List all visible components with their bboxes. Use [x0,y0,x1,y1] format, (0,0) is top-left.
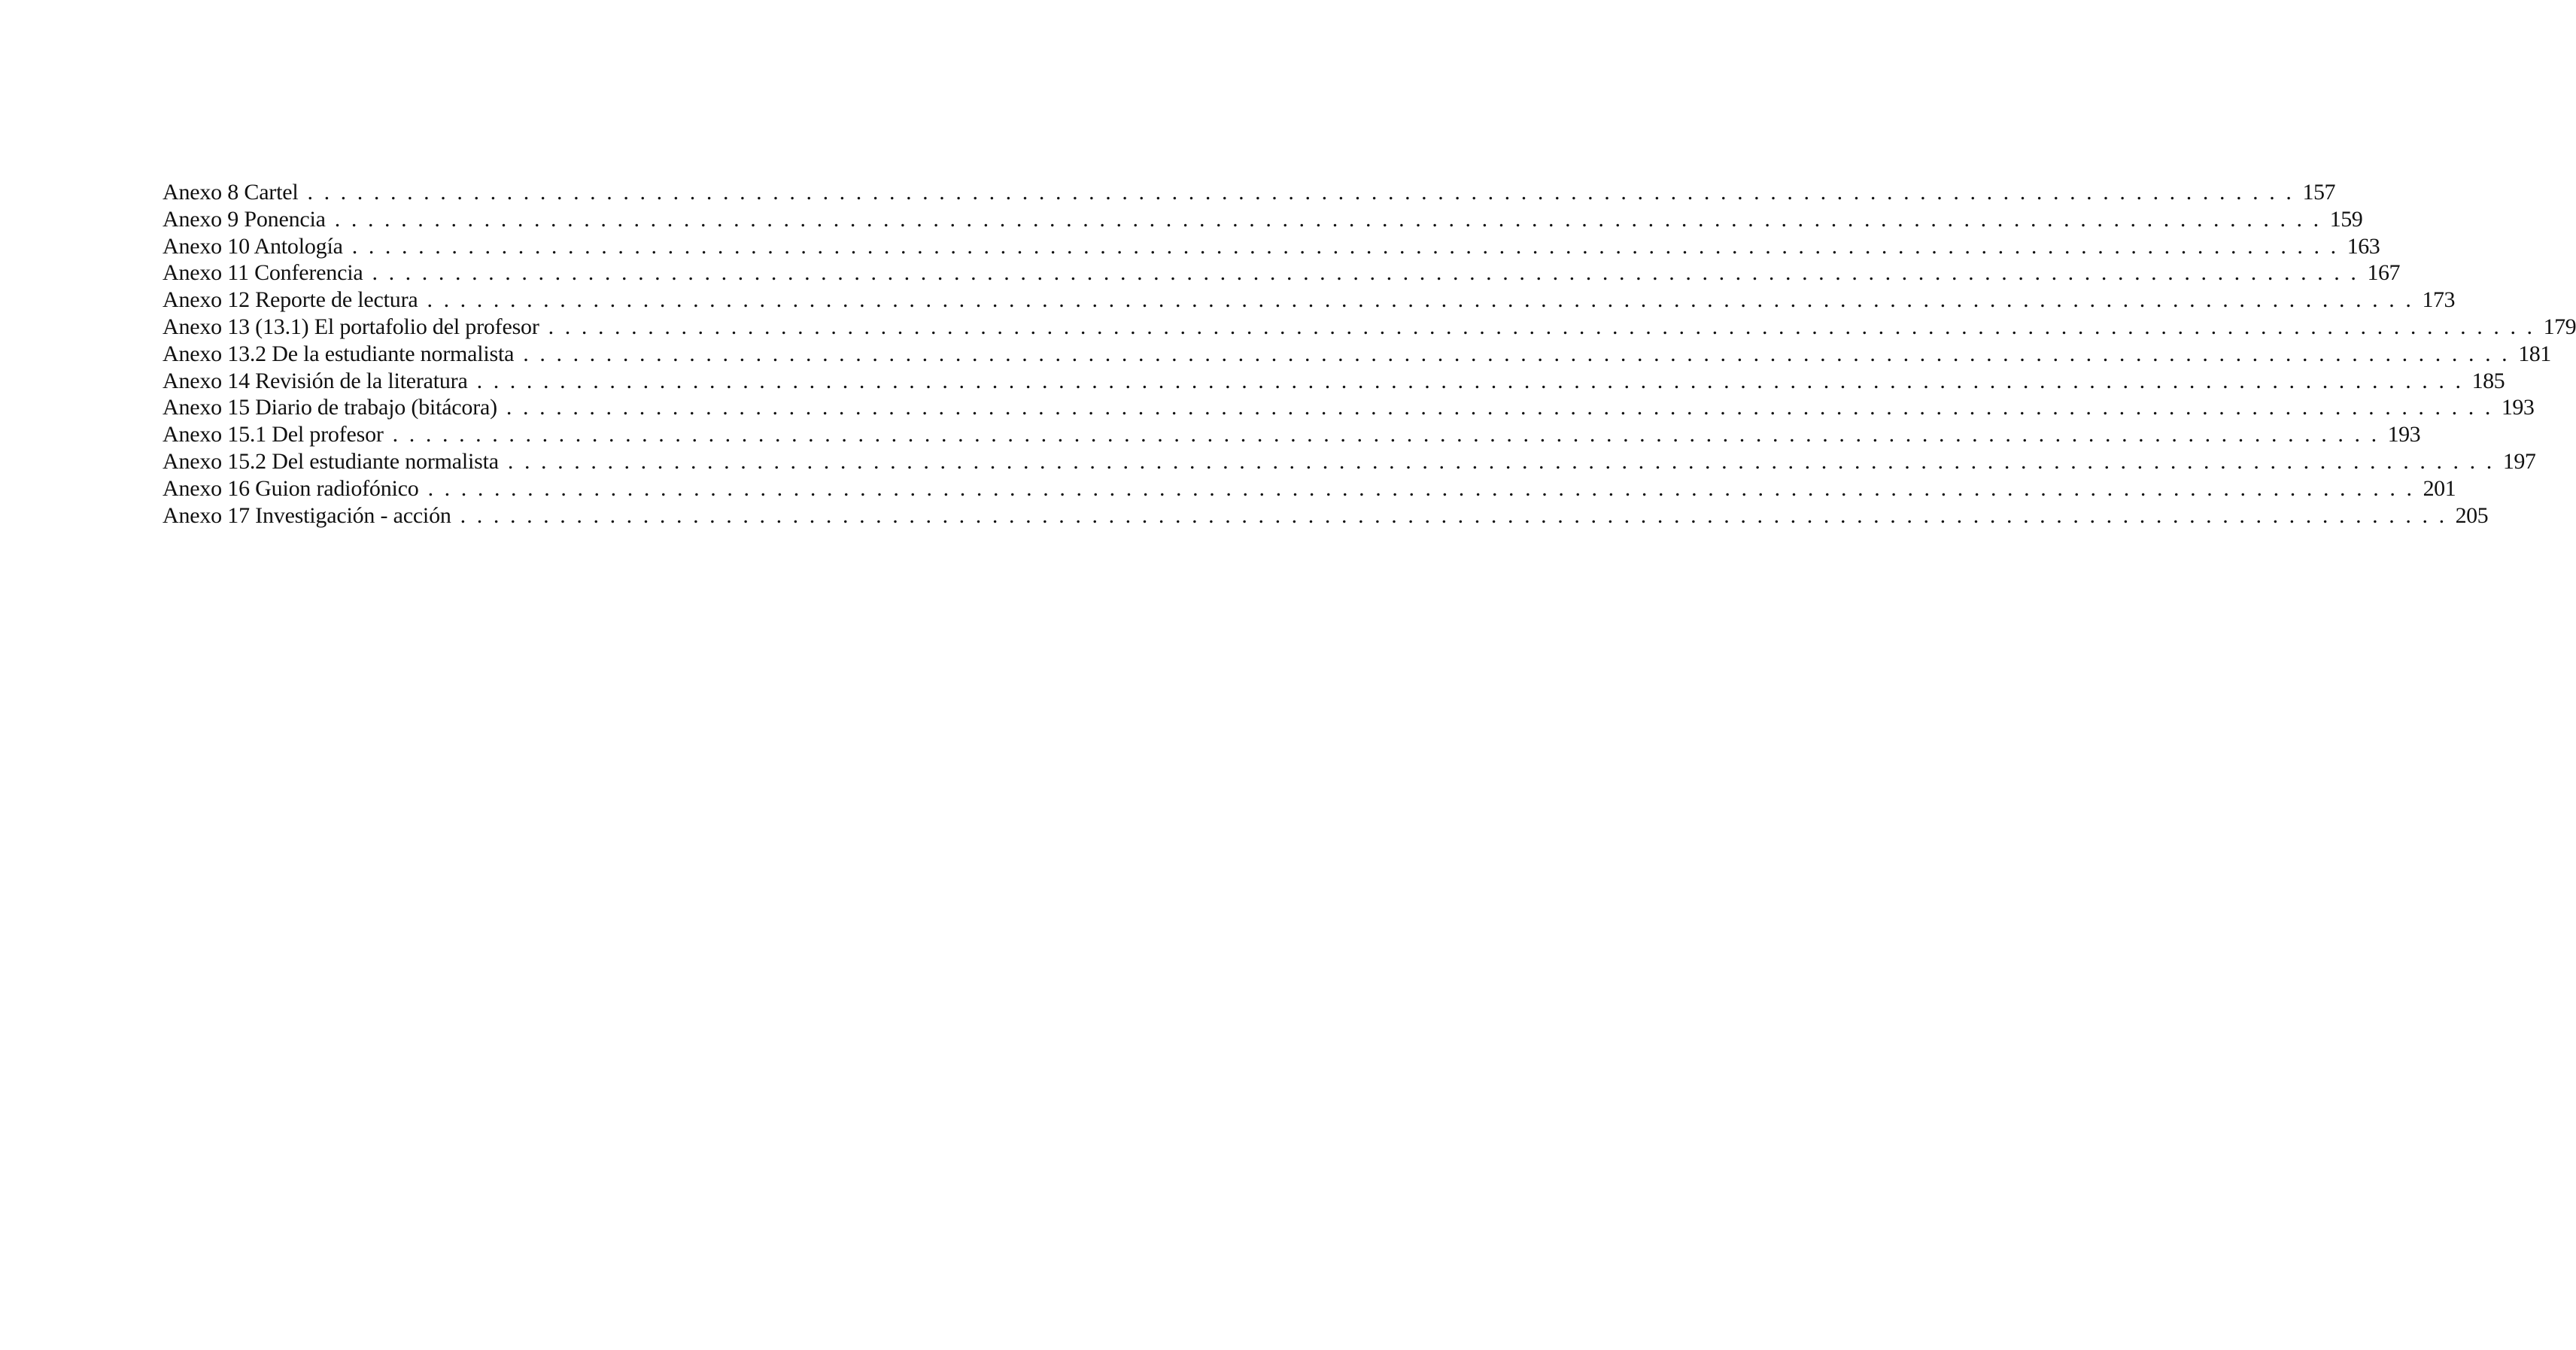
toc-entry-label: Anexo 10 Antología [163,233,343,259]
toc-dot-leader: ........................................................................................................................ [307,180,2303,205]
toc-entry-page: 167 [2367,260,2400,286]
toc-entry-label: Anexo 16 Guion radiofónico [163,475,419,501]
toc-entry-page: 185 [2471,368,2505,393]
toc-entry-label: Anexo 9 Ponencia [163,206,326,232]
toc-entry-label: Anexo 15.1 Del profesor [163,422,384,447]
toc-dot-leader: ........................................................................................................................ [392,422,2388,447]
toc-entry-label: Anexo 11 Conferencia [163,260,363,286]
toc-entry-page: 159 [2329,206,2363,232]
toc-entry-label: Anexo 12 Reporte de lectura [163,287,418,313]
toc-dot-leader: ........................................................................................................................ [523,341,2519,366]
toc-entry[interactable] [163,206,2363,233]
toc-entry[interactable] [163,341,2551,368]
toc-entry[interactable] [163,448,2536,475]
toc-dot-leader: ........................................................................................................................ [427,287,2423,313]
toc-dot-leader: ........................................................................................................................ [460,502,2456,528]
toc-entry-page: 201 [2423,475,2456,501]
toc-entry-page: 163 [2347,233,2380,259]
toc-entry[interactable] [163,314,2576,341]
toc-entry[interactable] [163,233,2380,260]
toc-entry-page: 193 [2387,422,2421,447]
toc-dot-leader: ........................................................................................................................ [372,260,2368,286]
toc-entry-label: Anexo 15 Diario de trabajo (bitácora) [163,395,497,420]
toc-dot-leader: ........................................................................................................................ [548,314,2544,339]
toc-entry-page: 197 [2502,448,2536,474]
toc-dot-leader: ........................................................................................................................ [476,368,2472,393]
toc-entry-page: 179 [2543,314,2576,339]
toc-entry-page: 181 [2518,341,2551,366]
toc-dot-leader: ........................................................................................................................ [351,233,2347,259]
toc-entry[interactable] [163,368,2505,395]
toc-entry-page: 193 [2501,395,2535,420]
toc-entry-label: Anexo 13.2 De la estudiante normalista [163,341,515,366]
toc-entry-label: Anexo 17 Investigación - acción [163,502,451,528]
toc-entry-label: Anexo 13 (13.1) El portafolio del profesor [163,314,539,339]
toc-entry[interactable] [163,259,2400,287]
toc-entry[interactable] [163,502,2489,529]
toc-dot-leader: ........................................................................................................................ [507,448,2503,474]
toc-entry-page: 205 [2455,502,2489,528]
toc-entry-page: 173 [2422,287,2455,313]
toc-entry[interactable] [163,421,2421,448]
toc-entry[interactable] [163,475,2456,502]
toc-entry-label: Anexo 15.2 Del estudiante normalista [163,448,499,474]
toc-entry[interactable] [163,287,2455,314]
toc-entry-label: Anexo 8 Cartel [163,180,299,205]
toc-entry-page: 157 [2302,180,2335,205]
toc-dot-leader: ........................................................................................................................ [506,395,2502,420]
table-of-contents [163,179,2576,529]
toc-entry-label: Anexo 14 Revisión de la literatura [163,368,468,393]
toc-entry[interactable] [163,394,2535,421]
toc-dot-leader: ........................................................................................................................ [334,206,2330,232]
toc-dot-leader: ........................................................................................................................ [427,475,2423,501]
toc-entry[interactable] [163,179,2335,206]
